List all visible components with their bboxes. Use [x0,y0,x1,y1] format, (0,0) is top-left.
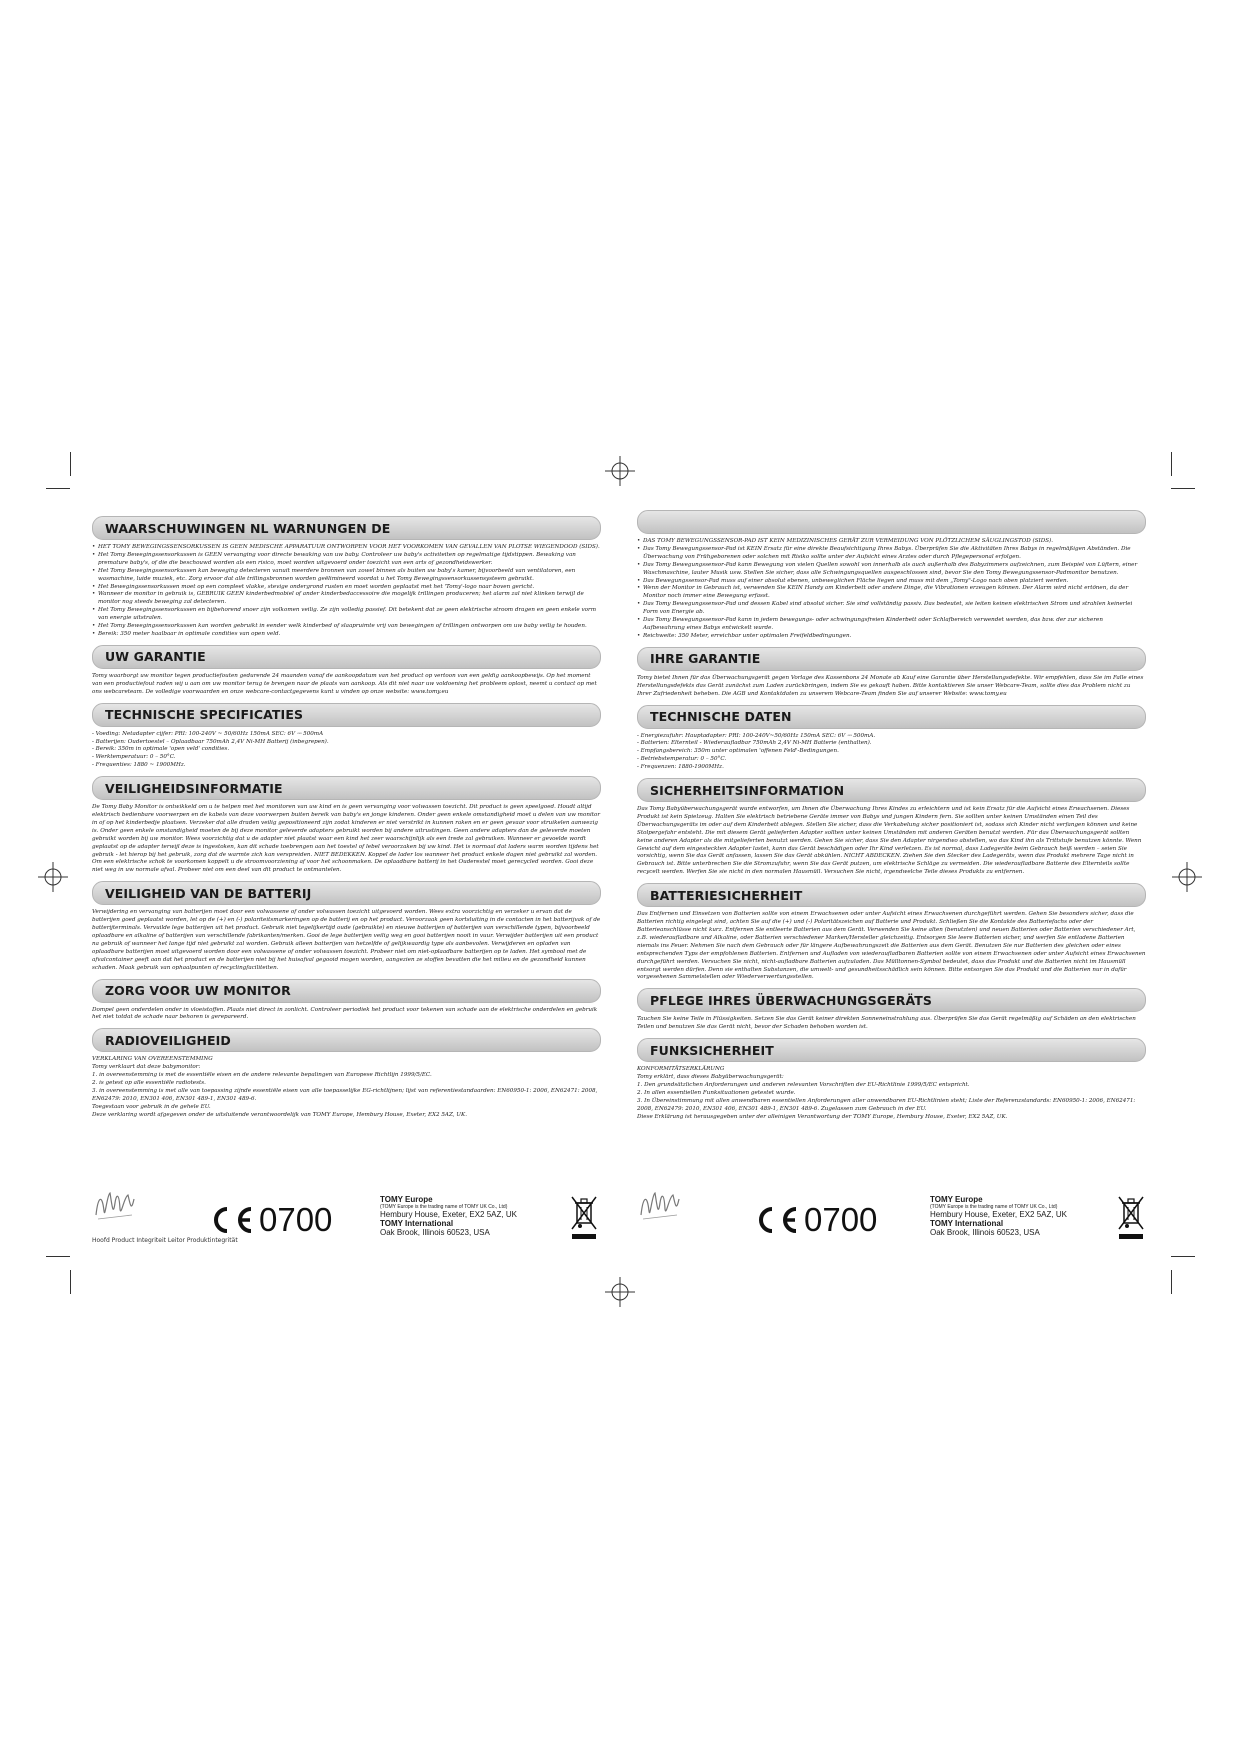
crossed-bin-icon [1117,1195,1145,1241]
ce-block [752,1203,877,1236]
radio-line: Toegestaan voor gebruik in de gehele EU. [92,1103,211,1110]
spec-line: - Voeding: Netadapter cijfer: PRI: 100-240V ~ 50/60Hz 150mA SEC: 6V ⎓ 500mA [92,730,324,737]
spec-line: - Werktemperatuur: 0 – 50°C. [92,754,176,761]
registration-mark-icon [1172,862,1202,892]
section-header-guarantee [92,645,601,669]
radio-line: Tomy erklärt, dass dieses Babyüberwachungsgerät: [637,1074,784,1081]
company-address-line: Oak Brook, Illinois 60523, USA [380,1228,490,1237]
list-item: • Das Bewegungssensor-Pad muss auf einer absolut ebenen, unbeweglichen Fläche liegen und muss mit dem „Tomy"-Logo nach oben platziert werden. [637,578,1146,586]
battery-text: Das Entfernen und Einsetzen von Batterien sollte von einem Erwachsenen oder unter Aufsicht eines Erwachsenen durchgeführt werden. Gehen Sie besonders sicher, dass die Batterien richtig eingelegt sind, achten Sie auf die (+) und (-) Polaritätszeichen auf Batterie und Produkt. Schließen Sie die Kontakte des Batteriefachs oder der Batterieanschlüsse nicht kurz. Entfernen Sie entleerte Batterien aus dem Gerät. Verwenden Sie keine alten (benutzten) und neuen Batterien oder Batterien verschiedener Art, z.B. wiederaufladbare und Alkaline, oder Batterien verschiedener Marken/Hersteller gleichzeitig. Entsorgen Sie leere Batterien sicher, und werfen Sie entladene Batterien niemals ins Feuer. Nehmen Sie nach dem Gebrauch oder für längere Aufbewahrungszeit die Batterien aus dem Gerät. Benutzen Sie nur Batterien des gleichen oder eines entsprechenden Typs der empfohlenen Batterien. Entfernen und Aufladen von wiederaufladbaren Batterien sollte von einem Erwachsenen oder unter Aufsicht eines Erwachsenen durchgeführt werden. Versuchen Sie nicht, nicht-aufladbare Batterien aufzuladen. Das Mülltonnen-Symbol bedeutet, dass das Produkt und die Batterien nicht im Hausmüll entsorgt werden dürfen. Denn sie enthalten Substanzen, die umwelt- und gesundheitsschädlich sein können. Bitte entsorgen Sie das Produkt und die Batterien nur in dafür vorgesehenen Sammelstellen oder Wiederverwertungsstellen. [637,911,1146,981]
safety-text: Das Tomy Babyüberwachungsgerät wurde entworfen, um Ihnen die Überwachung Ihres Kindes zu erleichtern und ist kein Ersatz für die Aufsicht eines Erwachsenen. Dieses Produkt ist kein Spielzeug. Halten Sie elektrisch betriebene Geräte immer von Babys und jungen Kindern fern. Sie sollten unter keinen Umständen einen Teil des Überwachungsgeräts im oder auf dem Kinderbett ablegen. Stellen Sie sicher, dass die Verkabelung sicher positioniert ist, sodass sich Kinder nicht verfangen können und keine Stolpergefahr entsteht. Die mit diesem Gerät gelieferten Adapter sollten unter keinen Umständen mit anderen Geräten benutzt werden. Für das Überwachungsgerät sollten keine anderen Adapter als die mitgelieferten benutzt werden. Gehen Sie sicher, dass Sie den Adapter nirgendwo abstellen, wo das Kind ihn als Trittstufe benutzen könnte. Wenn Gewicht auf dem eingesteckten Adapter lastet, kann das Gerät beschädigen oder Ihr Kind verletzen. Es ist normal, dass Ladegeräte beim Gebrauch heiß werden – seien Sie vorsichtig, wenn Sie das Gerät anfassen, lassen Sie das Gerät abkühlen. NICHT ABDECKEN. Ziehen Sie den Stecker des Ladegeräts, wenn das Produkt mehrere Tage nicht in Gebrauch ist. Bitte unterbrechen Sie die Stromzufuhr, wenn Sie das Gerät putzen, um elektrische Schläge zu vermeiden. Die wiederaufladbare Batterie des Elternteils sollte recycelt werden. Werfen Sie sie nicht in den normalen Hausmüll. Versuchen Sie nicht, irgendwelche Teile dieses Produkts zu entfernen. [637,806,1142,876]
section-title: RADIOVEILIGHEID [105,1032,231,1048]
section-header-care [92,979,601,1003]
section-title: TECHNISCHE DATEN [650,709,792,724]
list-item: • Het Tomy Bewegingssensorkussen kan worden gebruikt in eender welk kinderbed of slaapruimte vrij van bewegingen of trillingen ontworpen om uw baby veilig te houden. [92,623,601,631]
care-text: Dompel geen onderdelen onder in vloeistoffen. Plaats niet direct in zonlicht. Controleer periodiek het product voor tekenen van schade aan de elektrische onderdelen en gebruik het niet totdat de schade naar behoren is gerepareerd. [92,1006,598,1021]
list-item: • Das Tomy Bewegungssensor-Pad kann in jedem bewegungs- oder schwingungsfreien Kinderbett oder Schlafbereich verwendet werden, das bzw. der zur sicheren Aufbewahrung eines Babys entwickelt wurde. [637,617,1146,633]
company-note: (TOMY Europe is the trading name of TOMY UK Co., Ltd) [380,1204,508,1210]
radio-declaration [92,1056,601,1119]
section-title: TECHNISCHE SPECIFICATIES [105,707,304,723]
safety-text: De Tomy Baby Monitor is ontwikkeld om u te helpen met het monitoren van uw kind en is geen vervanging voor volwassen toezicht. Dit product is geen speelgoed. Houdt altijd elektrisch bedienbare voorwerpen en de kabels van deze voorwerpen buiten bereik van baby's en jonge kinderen. Onder geen enkele omstandigheid moet u delen van uw monitor in of op het kinderbedje plaatsen. Verzeker dat alle draden veilig gepositioneerd zijn zodat kinderen er niet verstrikt in kunnen raken en er geen gevaar voor struikelen aanwezig is. Onder geen enkele omstandigheid moeten de bij deze monitor geleverde adapters gebruikt worden bij andere uitrustingen. Geen andere adapters dan de geleverde moeten gebruikt worden bij uw monitor. Wees voorzichtig dat u de adapter niet plaatst waar een kind het zeer waarschijnlijk als een trede zal gebruiken. Wanneer er gevoelde wordt geplaatst op de adapter terwijl deze is ingestoken, kan dit schade toebrengen aan het toestel of lebel veroorzaken bij uw kind. Het is normaal dat laders warm worden tijdens het gebruik - let hierop bij het gebruik, zorg dat de warmte zich kan verspreiden. NIET BEDEKKEN. Koppel de lader los wanneer het product enkele dagen niet gebruikt zal worden. Om een elektrische schok te voorkomen koppelt u de stroomvoorziening af voor het schoonmaken. De oplaadbare batterij in het Ouderestel moet gerecycled worden. Gooi deze niet weg in uw normale afval. Probeer niet om een deel van dit product te ontmantelen. [92,804,601,874]
company-name: TOMY Europe [930,1195,983,1204]
radio-line: 1. in overeenstemming is met de essentiële eisen en de andere relevante bepalingen van Europese Richtlijn 1999/5/EC. [92,1072,432,1079]
warnings-list [92,544,601,639]
spec-line: - Batterijen: Oudertoestel – Oplaadbaar 750mAh 2,4V Ni-MH Batterij (inbegrepen). [92,738,329,745]
list-item: • DAS TOMY BEWEGUNGSSENSOR-PAD IST KEIN MEDIZINISCHES GERÄT ZUR VERMEIDUNG VON PLÖTZLICHEM SÄUGLINGSTOD (SIDS). [637,538,1146,546]
radio-line: Deze verklaring wordt afgegeven onder de uitsluitende verantwoordelijk van TOMY Europe, Hembury House, Exeter, EX2 5AZ, UK. [92,1111,467,1118]
radio-line: 3. in overeenstemming is met alle van toepassing zijnde essentiële eisen van alle toepasselijke EG-richtlijnen; lijst van referentiestandaarden: EN60950-1: 2006, EN62471: 2008, EN62479: 2010, EN301 406, EN301 489-1, EN301 489-6. [92,1087,598,1102]
guarantee-text: Tomy bietet Ihnen für das Überwachungsgerät gegen Vorlage des Kassenbons 24 Monate ab Kauf eine Garantie über Herstellungsdefekte. Wir empfehlen, dass Sie im Falle eines Herstellungsdefekts das Gerät zunächst zum Laden zurückbringen, indem Sie es gekauft haben. Bitte kontaktieren Sie unser Webcare-Team, sollte dies das Problem nicht zu Ihrer Zufriedenheit beheben. Die AGB und Kontaktdaten zu unserem Webcare-Team finden Sie auf unserer Website: www.tomy.eu [637,674,1144,697]
section-header-battery [92,881,601,905]
company-note: (TOMY Europe is the trading name of TOMY UK Co., Ltd) [930,1204,1058,1210]
list-item: • Bereik: 350 meter haalbaar in optimale condities van open veld. [92,631,601,639]
section-header-care [637,988,1146,1012]
section-title: UW GARANTIE [105,649,206,665]
crop-mark [1171,488,1195,489]
crop-mark [1171,1270,1172,1294]
section-title: FUNKSICHERHEIT [650,1042,774,1058]
footer-right [637,1183,1146,1253]
registration-mark-icon [38,862,68,892]
spec-line: - Batterien: Elternteil - Wiederaufladbar 750mAh 2,4V Ni-MH Batterie (enthalten). [637,740,872,747]
spec-line: - Energiezufuhr: Hauptadapter: PRI: 100-240V~50/60Hz 150mA SEC: 6V ⎓ 500mA. [637,732,876,739]
company-name: TOMY International [930,1219,1004,1228]
company-address-line: Hembury House, Exeter, EX2 5AZ, UK [380,1210,517,1219]
battery-text: Verwijdering en vervanging van batterijen moet door een volwassene of onder volwassen toezicht uitgevoerd worden. Wees extra voorzichtig en verzeker u ervan dat de batterijen goed geplaatst worden, let op de (+) en (-) polariteitsmarkeringen op de batterij en op het product. Veroorzaak geen kortsluiting in de contacten in het batterijvak of de batterijterminals. Vervuilde lege batterijen uit het product. Gebruik niet tegelijkertijd oude (gebruikte) en nieuwe batterijen of batterijen van verschillende typen, bijvoorbeeld oplaadbare en alkaline of batterijen van verschillende fabrikanten/merken. Gooi de lege batterijen veilig weg en gooi batterijen nooit in vuur. Verwijder batterijen uit een product na gebruik of wanneer het lange tijd niet gebruikt zal worden. Gebruik alleen batterijen van hetzelfde of gelijkwaardig type als aanbevolen. Verwijderen en opladen van oplaadbare batterijen moet uitgevoerd worden door een volwassene of onder volwassen toezicht. Probeer niet om niet-oplaadbare batterijen op te laden. Het symbool met de afvalcontainer geeft aan dat het product en de batterijen niet bij het huisafval gegooid mogen worden, aangezien ze stoffen bevatten die het milieu en de gezondheid kunnen schaden. Maak gebruik van ophaalpunten of recyclingfaciliteiten. [92,909,601,971]
warnings-list [637,538,1146,641]
section-header-specs [92,703,601,727]
crop-mark [1171,452,1172,476]
ce-number: 0700 [804,1201,878,1238]
section-header-safety [92,776,601,800]
crop-mark [46,1256,70,1257]
radio-line: 3. In Übereinstimmung mit allen anwendbaren essentiellen Anforderungen aller anwendbaren EU-Richtlinien steht; Liste der Referenzstandards: EN60950-1: 2006, EN62471: 2008, EN62479: 2010, EN301 406, EN301 489-1, EN301 489-6. Zugelassen zum Gebrauch in der EU. [637,1097,1136,1112]
radio-line: Diese Erklärung ist herausgegeben unter der alleinigen Verantwortung der TOMY Europe, Hembury House, Exeter, EX2 5AZ, UK. [637,1113,1008,1120]
list-item: • Het Tomy Bewegingssensorkussen kan beweging detecteren vanuit meerdere bronnen van zowel binnen als buiten uw baby's kamer, bijvoorbeeld van ventilatoren, een wasmachine, luide muziek, etc. Zorg ervoor dat alle trillingsbronnen worden geëlimineerd voordat u het Tomy Bewegingssensorkussensysteem gebruikt. [92,568,601,584]
section-title: ZORG VOOR UW MONITOR [105,983,291,999]
signature-icon [637,1185,683,1227]
section-title: VEILIGHEIDSINFORMATIE [105,780,283,796]
section-header-radio [92,1028,601,1052]
list-item: • Wanneer de monitor in gebruik is, GEBRUIK GEEN kinderbedmobiel of ander kinderbedaccessoire die mogelijk trillingen produceren; het alarm zal niet klinken terwijl de monitor nog steeds beweging zal detecteren. [92,591,601,607]
spec-line: - Betriebstemperatur: 0 – 50°C. [637,756,727,763]
section-title: WAARSCHUWINGEN NL WARNUNGEN DE [105,520,391,536]
signature-caption: Hoofd Product Integriteit Leitor Produktintegrität [92,1237,238,1244]
list-item: • HET TOMY BEWEGINGSSENSORKUSSEN IS GEEN MEDISCHE APPARATUUR ONTWORPEN VOOR HET VOORKOMEN VAN GEVALLEN VAN PLOTSE WIEGENDOOD (SIDS). [92,544,601,552]
radio-line: VERKLARING VAN OVEREENSTEMMING [92,1056,213,1063]
company-address [380,1195,570,1237]
list-item: • Wenn der Monitor in Gebrauch ist, verwenden Sie KEIN Handy am Kinderbett oder andere Dinge, die Vibrationen erzeugen können. Der Alarm wird nicht ertönen, da der Monitor noch immer eine Bewegung erfasst. [637,585,1146,601]
company-name: TOMY International [380,1219,454,1228]
section-title: PFLEGE IHRES ÜBERWACHUNGSGERÄTS [650,992,932,1008]
dutch-column [92,510,601,1120]
spec-line: - Frequenties: 1880 ~ 1900MHz. [92,762,186,769]
list-item: • Das Tomy Bewegungssensor-Pad und dessen Kabel sind absolut sicher. Sie sind vollständig passiv. Das bedeutet, sie leiten keinen elektrischen Strom und strahlen keinerlei Form von Energie ab. [637,601,1146,617]
guarantee-text: Tomy waarborgt uw monitor tegen productiefouten gedurende 24 maanden vanaf de aankoopdatum van het product op vertoon van een geldig aankoopbewijs. Op het moment van een productiefout raden wij u aan om uw monitor terug te brengen naar de plaats van aankoop. Als dit niet naar uw voldoening het probleem oplost, neemt u contact op met ons webcareteam. De volledige voorwaarden en onze webcare-contactgegevens kunt u vinden op onze website: www.tomy.eu [92,672,597,695]
company-address-line: Oak Brook, Illinois 60523, USA [930,1228,1040,1237]
radio-line: Tomy verklaart dat deze babymonitor: [92,1064,201,1071]
footer-left [92,1183,601,1253]
crop-mark [1171,1256,1195,1257]
list-item: • Reichweite: 350 Meter, erreichbar unter optimalen Freifeldbedingungen. [637,633,1146,641]
company-address-line: Hembury House, Exeter, EX2 5AZ, UK [930,1210,1067,1219]
spec-line: - Empfangsbereich: 350m unter optimalen 'offenen Feld'-Bedingungen. [637,748,839,755]
care-text: Tauchen Sie keine Teile in Flüssigkeiten. Setzen Sie das Gerät keiner direkten Sonneneinstrahlung aus. Überprüfen Sie das Gerät regelmäßig auf Schäden an den elektrischen Teilen und benutzen Sie das Gerät nicht, bevor der Schaden behoben worden ist. [637,1016,1136,1031]
spec-line: - Frequenzen: 1880-1900MHz. [637,764,724,771]
section-header-radio [637,1038,1146,1062]
crop-mark [46,488,70,489]
specs-list [92,731,601,771]
section-header-warnings [92,516,601,540]
section-header-guarantee [637,647,1146,671]
crop-mark [70,452,71,476]
list-item: • Das Tomy Bewegungssensor-Pad kann Bewegung von vielen Quellen sowohl von innerhalb als auch außerhalb des Babyzimmers aufzeichnen, zum Beispiel von Lüftern, einer Waschmaschine, lauter Musik usw. Stellen Sie sicher, dass alle Schwingungsquellen ausgeschlossen sind, bevor Sie den Tomy Bewegungssensor-Padmonitor benutzen. [637,562,1146,578]
list-item: • Het Tomy Bewegingssensorkussen en bijbehorend snoer zijn volkomen veilig. Ze zijn volledig passief. Dit betekent dat ze geen elektrische stroom dragen en geen enkele vorm van energie uitstralen. [92,607,601,623]
section-header-warnings [637,510,1146,534]
crop-mark [70,1270,71,1294]
section-title: SICHERHEITSINFORMATION [650,782,845,798]
spec-line: - Bereik: 350m in optimale 'open veld' condities. [92,746,230,753]
company-name: TOMY Europe [380,1195,433,1204]
ce-mark-icon [207,1205,255,1235]
german-column [637,510,1146,1122]
ce-number: 0700 [259,1201,333,1238]
list-item: • Het Tomy Bewegingssensorkussen is GEEN vervanging voor directe bewaking van uw baby. Controleer uw baby's activiteiten op regelmatige tijdstippen. Bewaking van premature baby's, of die die beschouwd worden als een risico, moet worden uitgevoerd onder toezicht van een arts of gezondheidswerker. [92,552,601,568]
signature-icon [92,1185,138,1227]
registration-mark-icon [605,1277,635,1307]
section-header-battery [637,883,1146,907]
registration-mark-icon [605,456,635,486]
company-address [930,1195,1120,1237]
section-title: VEILIGHEID VAN DE BATTERIJ [105,885,312,901]
list-item: • Het Bewegingssensorkussen moet op een compleet vlakke, stevige ondergrond rusten en moet worden geplaatst met het 'Tomy'-logo naar boven gericht. [92,584,601,592]
radio-line: 1. Den grundsätzlichen Anforderungen und anderen relevanten Vorschriften der EU-Richtlinie 1999/5/EC entspricht. [637,1081,970,1088]
radio-line: KONFORMITÄTSERKLÄRUNG [637,1066,725,1073]
radio-line: 2. In allen essentiellen Funksituationen getestet wurde. [637,1089,796,1096]
radio-declaration [637,1066,1146,1121]
section-title: IHRE GARANTIE [650,651,761,667]
section-header-safety [637,778,1146,802]
radio-line: 2. is getest op alle essentiële radiotests. [92,1080,206,1087]
crossed-bin-icon [570,1195,598,1241]
ce-block [207,1203,332,1236]
specs-list [637,733,1146,773]
section-header-specs [637,705,1146,729]
ce-mark-icon [752,1205,800,1235]
list-item: • Das Tomy Bewegungssensor-Pad ist KEIN Ersatz für eine direkte Beaufsichtigung Ihres Babys. Überprüfen Sie die Aktivitäten Ihres Babys in regelmäßigen Abständen. Die Überwachung von Frühgeborenen oder solchen mit Risiko sollte unter der Aufsicht eines Arztes oder durch Pflegepersonal erfolgen. [637,546,1146,562]
section-title: BATTERIESICHERHEIT [650,887,803,903]
